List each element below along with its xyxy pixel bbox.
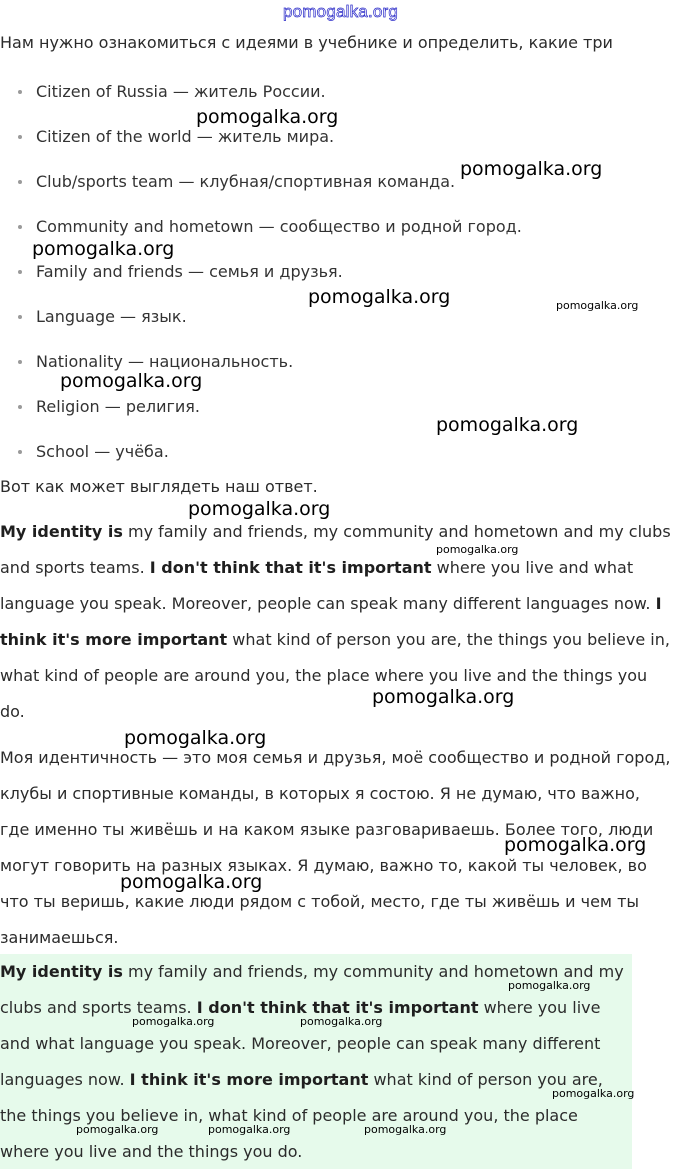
list-item: Community and hometown — сообщество и родной город. — [0, 204, 522, 249]
watermark: pomogalka.org — [120, 871, 263, 893]
list-item: Nationality — национальность. — [0, 339, 522, 384]
watermark: pomogalka.org — [436, 414, 579, 436]
watermark: pomogalka.org — [208, 1123, 291, 1136]
watermark: pomogalka.org — [60, 370, 203, 392]
watermark: pomogalka.org — [460, 158, 603, 180]
watermark: pomogalka.org — [124, 727, 267, 749]
paragraph-text: my family and friends, my community and hometown and my clubs and sports teams. — [0, 962, 624, 1017]
list-item: School — учёба. — [0, 429, 522, 474]
watermark: pomogalka.org — [504, 834, 647, 856]
watermark: pomogalka.org — [76, 1123, 159, 1136]
bold-phrase: I don't think that it's important — [196, 998, 479, 1017]
answer-intro: Вот как может выглядеть наш ответ. — [0, 477, 318, 496]
watermark: pomogalka.org — [196, 106, 339, 128]
watermark: pomogalka.org — [508, 979, 591, 992]
list-item: Religion — религия. — [0, 384, 522, 429]
list-item: Family and friends — семья и друзья. — [0, 249, 522, 294]
list-item: Citizen of the world — житель мира. — [0, 114, 522, 159]
highlighted-answer-paragraph — [0, 954, 630, 1170]
watermark: pomogalka.org — [308, 286, 451, 308]
answer-paragraph-english — [0, 514, 674, 730]
paragraph-text: what kind of person you are, the things you believe in, what kind of people are around you, the place where you live and the things you do. — [0, 630, 670, 721]
list-item: Language — язык. — [0, 294, 522, 339]
identity-options-list — [0, 69, 522, 474]
site-link[interactable]: pomogalka.org — [283, 2, 399, 21]
bold-phrase: My identity is — [0, 522, 123, 541]
watermark: pomogalka.org — [32, 238, 175, 260]
bold-phrase: I think it's more important — [129, 1070, 369, 1089]
paragraph-text: what kind of person you are, the things you believe in, what kind of people are around you, the place where you live and the things you do. — [0, 1070, 603, 1161]
list-item: Club/sports team — клубная/спортивная команда. — [0, 159, 522, 204]
bold-phrase: I think it's more important — [0, 594, 662, 649]
paragraph-text: where you live and what language you speak. Moreover, people can speak many different languages now. — [0, 998, 601, 1089]
bold-phrase: I don't think that it's important — [149, 558, 432, 577]
watermark: pomogalka.org — [552, 1087, 635, 1100]
bold-phrase: My identity is — [0, 962, 123, 981]
intro-text: Нам нужно ознакомиться с идеями в учебнике и определить, какие три — [0, 33, 613, 52]
watermark: pomogalka.org — [556, 299, 639, 312]
watermark: pomogalka.org — [300, 1015, 383, 1028]
watermark: pomogalka.org — [436, 543, 519, 556]
list-item: Citizen of Russia — житель России. — [0, 69, 522, 114]
paragraph-text: my family and friends, my community and hometown and my clubs and sports teams. — [0, 522, 671, 577]
watermark: pomogalka.org — [364, 1123, 447, 1136]
watermark: pomogalka.org — [132, 1015, 215, 1028]
watermark: pomogalka.org — [188, 498, 331, 520]
paragraph-text: where you live and what language you speak. Moreover, people can speak many different languages now. — [0, 558, 656, 613]
watermark: pomogalka.org — [372, 686, 515, 708]
answer-paragraph-russian: Моя идентичность — это моя семья и друзья, моё сообщество и родной город, клубы и спортивные команды, в которых я состою. Я не думаю, что важно, где именно ты живёшь и на каком языке разговариваешь. Более того, люди могут говорить на разных языках. Я думаю, важно то, какой ты человек, во что ты веришь, какие люди рядом с тобой, место, где ты живёшь и чем ты занимаешься. — [0, 748, 671, 947]
